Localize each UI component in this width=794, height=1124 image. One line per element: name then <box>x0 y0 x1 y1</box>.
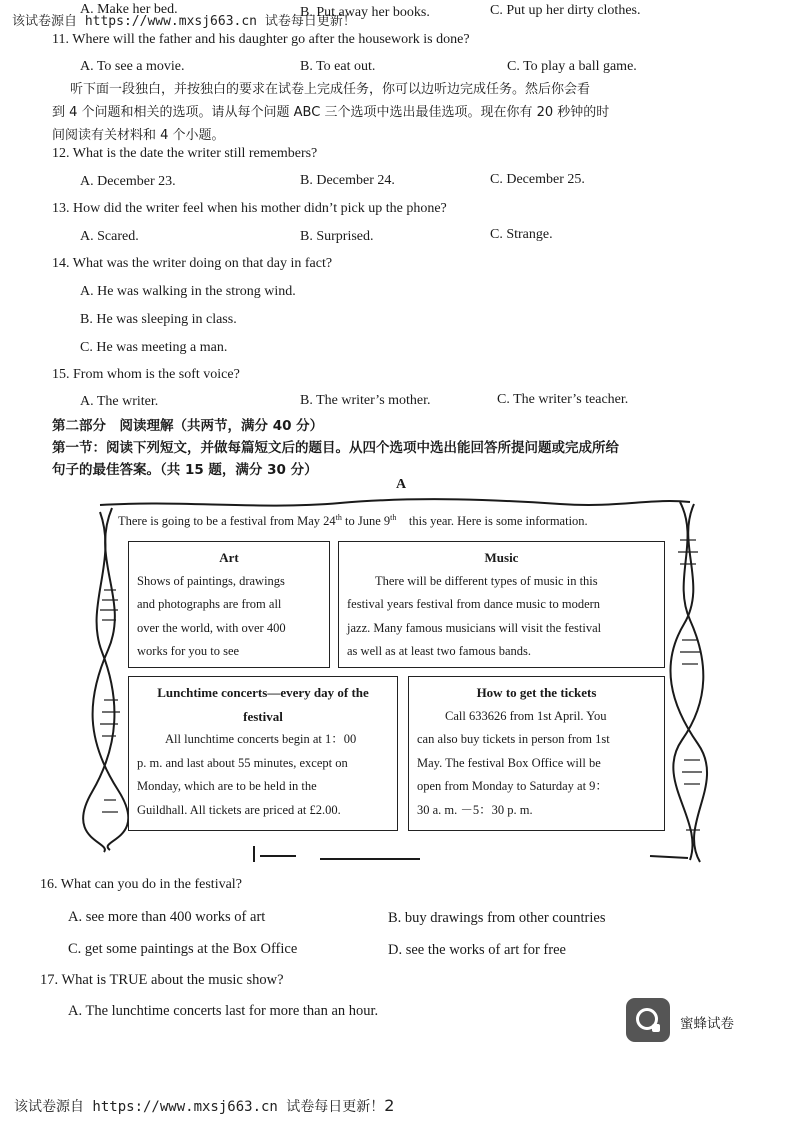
q16-option-c: C. get some paintings at the Box Office <box>68 941 298 957</box>
brand-logo-icon <box>626 998 670 1042</box>
lunchtime-concerts-box <box>128 676 398 831</box>
tickets-line-2: can also buy tickets in person from 1st <box>417 732 610 746</box>
header-source-line: 该试卷源自 https://www.mxsj663.cn 试卷每日更新！ <box>12 14 356 29</box>
art-line-3: over the world, with over 400 <box>137 620 286 635</box>
poster-intro-sup-2: th <box>390 512 397 522</box>
q13-stem: 13. How did the writer feel when his mother didn’t pick up the phone? <box>52 201 447 216</box>
q11-option-b: B. To eat out. <box>300 59 376 74</box>
tickets-line-5: 30 a. m. －5：30 p. m. <box>417 802 533 817</box>
q14-option-b: B. He was sleeping in class. <box>80 312 237 327</box>
music-line-1: There will be different types of music in this <box>375 573 598 588</box>
footer-source-line <box>14 1096 394 1116</box>
q17-stem: 17. What is TRUE about the music show? <box>40 972 284 988</box>
art-box <box>128 541 330 668</box>
lunch-line-4: Guildhall. All tickets are priced at £2.00. <box>137 802 341 817</box>
poster-intro-sup-1: th <box>335 512 342 522</box>
q11-option-a: A. To see a movie. <box>80 59 185 74</box>
art-title: Art <box>219 550 239 565</box>
tickets-line-1: Call 633626 from 1st April. You <box>445 708 607 723</box>
lunch-line-1: All lunchtime concerts begin at 1：00 <box>165 732 357 746</box>
poster-intro-part-c: this year. Here is some information. <box>396 514 588 528</box>
q15-option-c: C. The writer’s teacher. <box>497 392 629 407</box>
instruction-line-3: 间阅读有关材料和 4 个小题。 <box>52 128 225 143</box>
q11-stem: 11. Where will the father and his daughter go after the housework is done? <box>52 32 470 47</box>
q13-option-a: A. Scared. <box>80 229 139 244</box>
passage-label: A <box>396 477 407 492</box>
tickets-line-3: May. The festival Box Office will be <box>417 755 601 770</box>
q17-option-a: A. The lunchtime concerts last for more than an hour. <box>68 1003 379 1019</box>
q14-stem: 14. What was the writer doing on that day in fact? <box>52 256 333 271</box>
q15-option-b: B. The writer’s mother. <box>300 393 431 408</box>
q10-option-c: C. Put up her dirty clothes. <box>490 3 641 18</box>
section1-line-2: 句子的最佳答案。（共 15 题，满分 30 分） <box>52 462 318 478</box>
part2-heading: 第二部分 阅读理解（共两节，满分 40 分） <box>52 418 324 434</box>
poster-intro <box>118 511 588 529</box>
q10-option-b: B. Put away her books. <box>300 5 430 20</box>
tickets-line-4: open from Monday to Saturday at 9： <box>417 779 608 793</box>
footer-source-text: 该试卷源自 https://www.mxsj663.cn 试卷每日更新！ <box>14 1099 385 1115</box>
q16-option-d: D. see the works of art for free <box>388 942 566 958</box>
art-line-1: Shows of paintings, drawings <box>137 573 285 588</box>
music-line-3: jazz. Many famous musicians will visit the festival <box>347 620 602 635</box>
q16-stem: 16. What can you do in the festival? <box>40 877 242 892</box>
q10-option-a: A. Make her bed. <box>80 2 178 17</box>
art-line-2: and photographs are from all <box>137 597 282 611</box>
q12-stem: 12. What is the date the writer still remembers? <box>52 146 318 161</box>
music-line-2: festival years festival from dance music to modern <box>347 597 601 611</box>
section1-line-1: 第一节：阅读下列短文，并做每篇短文后的题目。从四个选项中选出能回答所提问题或完成所给 <box>52 440 619 456</box>
lunch-title-1: Lunchtime concerts—every day of the <box>157 685 369 700</box>
music-line-4: as well as at least two famous bands. <box>347 644 531 658</box>
art-line-4: works for you to see <box>137 644 240 658</box>
poster-intro-part-a: There is going to be a festival from May 24 <box>118 514 336 528</box>
q13-option-c: C. Strange. <box>490 227 553 242</box>
page-number: 2 <box>384 1096 395 1115</box>
q14-option-c: C. He was meeting a man. <box>80 340 228 355</box>
lunch-line-2: p. m. and last about 55 minutes, except on <box>137 755 348 770</box>
tickets-box <box>408 676 665 831</box>
poster-intro-part-b: to June 9 <box>341 514 391 528</box>
instruction-line-2: 到 4 个问题和相关的选项。请从每个问题 ABC 三个选项中选出最佳选项。现在你有 20 秒钟的时 <box>52 105 610 120</box>
lunch-line-3: Monday, which are to be held in the <box>137 779 317 793</box>
music-box <box>338 541 665 668</box>
lunch-title-2: festival <box>243 708 283 724</box>
q15-stem: 15. From whom is the soft voice? <box>52 367 240 382</box>
music-title: Music <box>484 550 519 565</box>
q12-option-c: C. December 25. <box>490 172 585 187</box>
tickets-title: How to get the tickets <box>476 685 597 700</box>
q11-option-c: C. To play a ball game. <box>507 59 637 74</box>
q12-option-b: B. December 24. <box>300 173 395 188</box>
q12-option-a: A. December 23. <box>80 174 176 189</box>
q16-option-a: A. see more than 400 works of art <box>68 909 266 925</box>
q16-option-b: B. buy drawings from other countries <box>388 910 606 926</box>
q14-option-a: A. He was walking in the strong wind. <box>80 284 296 299</box>
brand-name: 蜜蜂试卷 <box>680 1016 734 1032</box>
q15-option-a: A. The writer. <box>80 394 159 409</box>
instruction-line-1: 听下面一段独白，并按独白的要求在试卷上完成任务，你可以边听边完成任务。然后你会看 <box>70 82 591 97</box>
q13-option-b: B. Surprised. <box>300 229 374 244</box>
